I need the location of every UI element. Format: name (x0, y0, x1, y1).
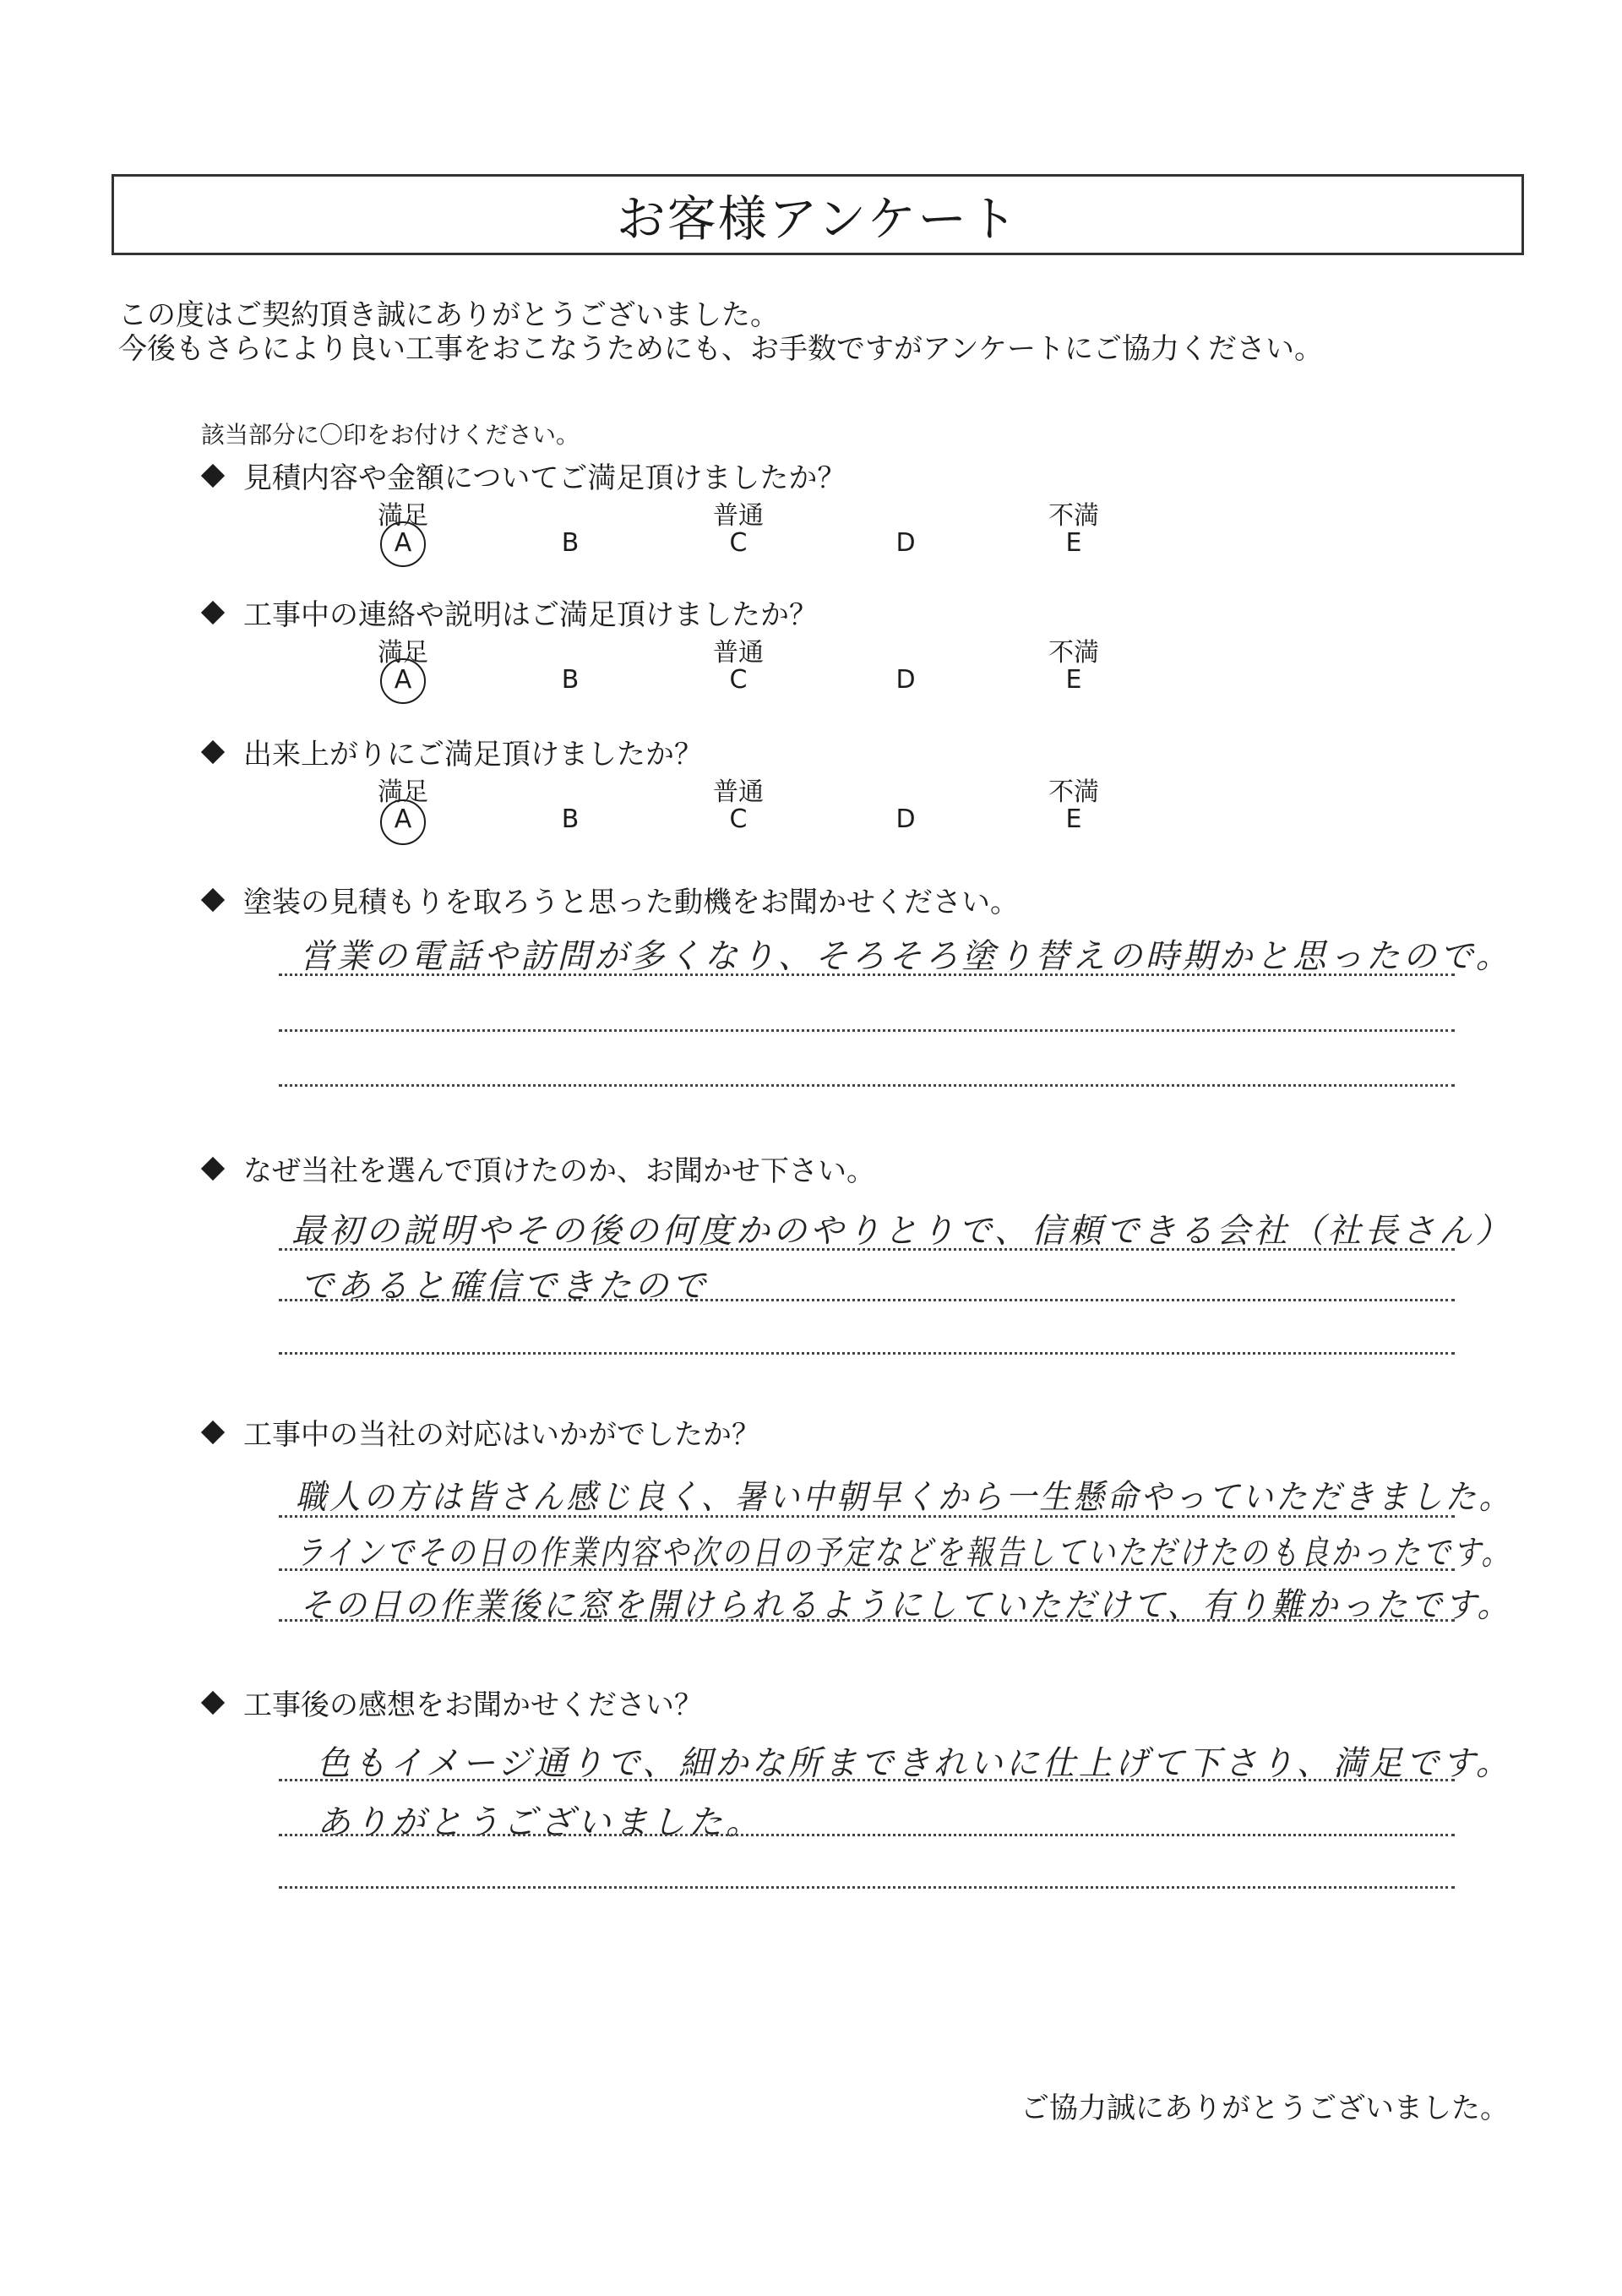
rating-question-text: 見積内容や金額についてご満足頂けましたか？ (243, 461, 846, 495)
rating-question-text: 出来上がりにご満足頂けましたか？ (243, 738, 703, 772)
free-question-text: なぜ当社を選んで頂けたのか、お聞かせ下さい。 (243, 1154, 875, 1188)
scale-label-neutral: 普通 (713, 777, 764, 807)
free-question-4 (199, 1682, 703, 1723)
rating-instruction: 該当部分に〇印をお付けください。 (201, 421, 580, 449)
scale-label-dissatisfied: 不満 (1048, 501, 1099, 531)
answer-dotted-line (279, 1352, 1455, 1355)
diamond-bullet-icon (201, 1156, 225, 1180)
diamond-bullet-icon (201, 1690, 225, 1714)
scale-label-neutral: 普通 (713, 638, 764, 668)
intro-line-1: この度はご契約頂き誠にありがとうございました。 (118, 298, 779, 332)
scale-label-dissatisfied: 不満 (1048, 777, 1099, 807)
diamond-bullet-icon (201, 1420, 225, 1443)
footer-thanks: ご協力誠にありがとうございました。 (1021, 2091, 1509, 2125)
answer-dotted-line (279, 1568, 1455, 1571)
answer-dotted-line (279, 1029, 1455, 1032)
free-question-text: 工事中の当社の対応はいかがでしたか？ (243, 1418, 760, 1452)
grade-option-d[interactable]: D (895, 804, 916, 834)
handwritten-answer-line: 営業の電話や訪問が多くなり、そろそろ塗り替えの時期かと思ったので。 (300, 937, 1513, 976)
grade-option-a[interactable]: A (394, 804, 412, 834)
answer-dotted-line (279, 973, 1455, 976)
answer-dotted-line (279, 1779, 1455, 1781)
answer-dotted-line (279, 1084, 1455, 1087)
diamond-bullet-icon (201, 887, 225, 911)
rating-question-3 (199, 731, 703, 772)
free-question-2 (199, 1148, 875, 1189)
free-question-text: 塗装の見積もりを取ろうと思った動機をお聞かせください。 (243, 886, 1019, 919)
scale-label-dissatisfied: 不満 (1048, 638, 1099, 668)
selected-circle-mark (380, 521, 426, 567)
scale-label-neutral: 普通 (713, 501, 764, 531)
selected-circle-mark (380, 799, 426, 845)
free-question-1 (199, 879, 1019, 920)
answer-dotted-line (279, 1834, 1455, 1836)
grade-option-d[interactable]: D (895, 528, 916, 558)
grade-option-c[interactable]: C (729, 804, 748, 834)
rating-question-1 (199, 455, 846, 496)
handwritten-answer-line: 色もイメージ通りで、細かな所まできれいに仕上げて下さり、満足です。 (317, 1744, 1512, 1783)
answer-dotted-line (279, 1299, 1455, 1301)
handwritten-answer-line: であると確信できたので (300, 1267, 709, 1306)
diamond-bullet-icon (201, 600, 225, 624)
grade-option-c[interactable]: C (729, 665, 748, 695)
answer-dotted-line (279, 1248, 1455, 1251)
scale-label-satisfied: 満足 (378, 638, 428, 668)
grade-option-c[interactable]: C (729, 528, 748, 558)
handwritten-answer-line: 最初の説明やその後の何度かのやりとりで、信頼できる会社（社長さん） (291, 1212, 1513, 1251)
free-question-3 (199, 1411, 760, 1453)
grade-option-a[interactable]: A (394, 528, 412, 558)
intro-line-2: 今後もさらにより良い工事をおこなうためにも、お手数ですがアンケートにご協力ください。 (118, 332, 1323, 366)
free-question-text: 工事後の感想をお聞かせください？ (243, 1688, 703, 1722)
diamond-bullet-icon (201, 463, 225, 487)
answer-dotted-line (279, 1886, 1455, 1889)
scale-label-satisfied: 満足 (378, 501, 428, 531)
grade-option-e[interactable]: E (1065, 665, 1082, 695)
scale-label-satisfied: 満足 (378, 777, 428, 807)
grade-option-d[interactable]: D (895, 665, 916, 695)
grade-option-b[interactable]: B (561, 804, 580, 834)
survey-title-box (112, 174, 1524, 255)
rating-question-2 (199, 592, 818, 633)
handwritten-answer-line: 職人の方は皆さん感じ良く、暑い中朝早くから一生懸命やっていただきました。 (296, 1478, 1513, 1517)
answer-dotted-line (279, 1619, 1455, 1622)
answer-dotted-line (279, 1515, 1455, 1518)
grade-option-e[interactable]: E (1065, 804, 1082, 834)
grade-option-b[interactable]: B (561, 528, 580, 558)
rating-question-text: 工事中の連絡や説明はご満足頂けましたか？ (243, 598, 818, 632)
handwritten-answer-line: その日の作業後に窓を開けられるようにしていただけて、有り難かったです。 (300, 1586, 1512, 1625)
grade-option-a[interactable]: A (394, 665, 412, 695)
selected-circle-mark (380, 658, 426, 704)
handwritten-answer-line: ありがとうございました。 (317, 1803, 763, 1842)
diamond-bullet-icon (201, 739, 225, 763)
grade-option-b[interactable]: B (561, 665, 580, 695)
survey-title: お客様アンケート (616, 190, 1020, 248)
handwritten-answer-line: ラインでその日の作業内容や次の日の予定などを報告していただけたのも良かったです。 (296, 1534, 1512, 1573)
grade-option-e[interactable]: E (1065, 528, 1082, 558)
